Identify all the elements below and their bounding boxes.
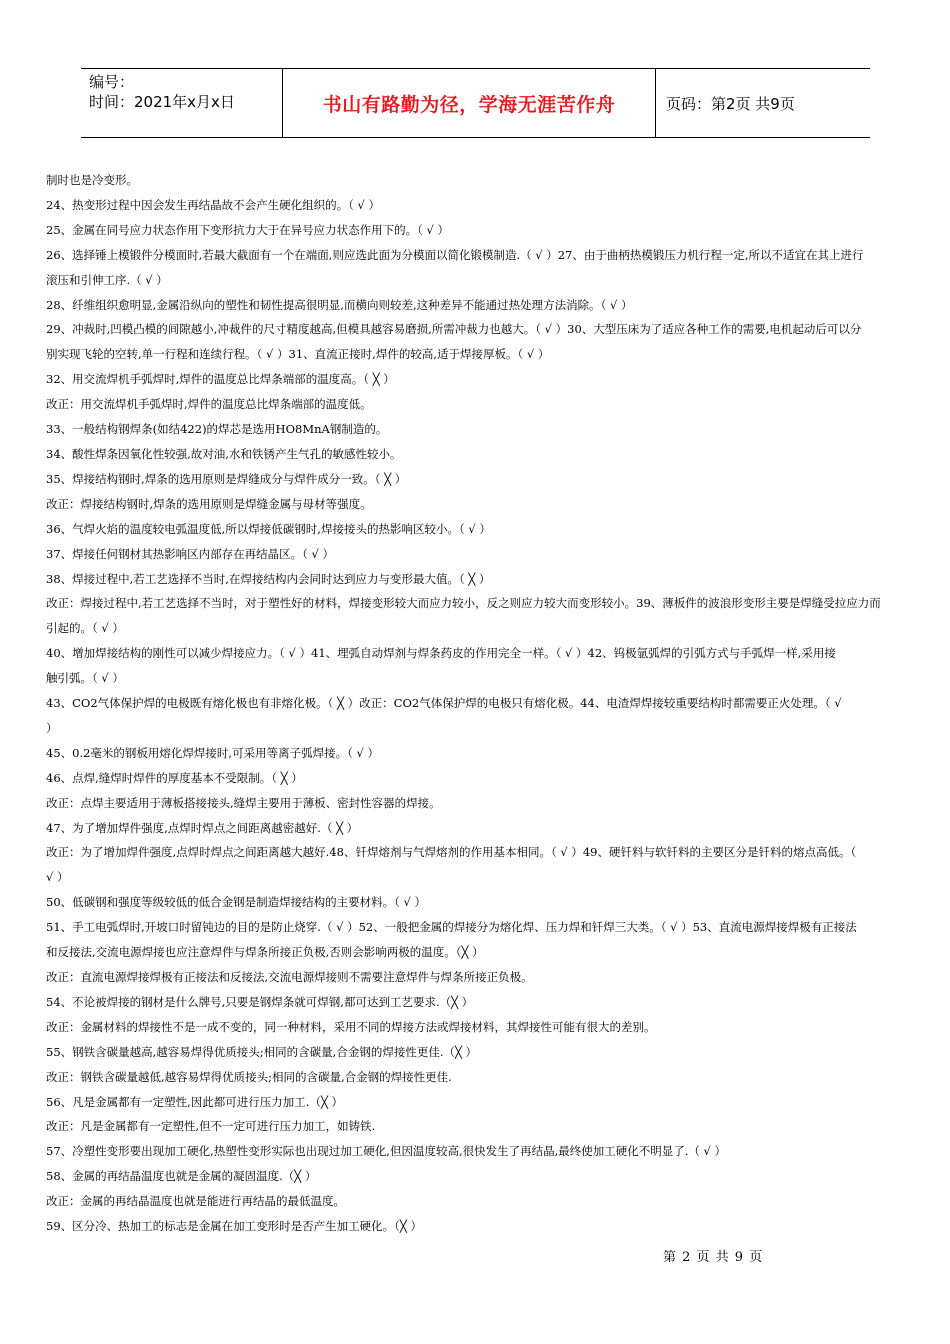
- text-line: 别实现飞轮的空转,单一行程和连续行程。（ √ ）31、直流正接时,焊件的较高,适于焊接厚板。（ √ ）: [46, 347, 550, 362]
- text-line: 引起的。（ √ ）: [46, 621, 124, 636]
- text-line: 47、为了增加焊件强度,点焊时焊点之间距离越密越好.（ ╳ ）: [46, 820, 359, 835]
- text-line: 滚压和引伸工序.（ √ ）: [46, 272, 168, 287]
- header-page-number: 页码：第2页 共9页: [666, 94, 795, 113]
- text-line: 59、区分冷、热加工的标志是金属在加工变形时是否产生加工硬化。（╳ ）: [46, 1219, 422, 1234]
- text-line: 改正：焊接结构钢时,焊条的选用原则是焊缝金属与母材等强度。: [46, 496, 372, 511]
- text-line: 29、冲裁时,凹模凸模的间隙越小,冲裁件的尺寸精度越高,但模具越容易磨损,所需冲裁力也越大。（ √ ）30、大型压床为了适应各种工作的需要,电机起动后可以分: [46, 322, 862, 337]
- text-line: 改正：直流电源焊接焊极有正接法和反接法,交流电源焊接则不需要注意焊件与焊条所接正负极。: [46, 970, 533, 984]
- text-line: 54、不论被焊接的钢材是什么牌号,只要是钢焊条就可焊钢,都可达到工艺要求.（╳ ）: [46, 994, 474, 1009]
- text-line: 26、选择锤上模锻件分模面时,若最大截面有一个在端面,则应选此面为分模面以简化锻模制造.（ √ ）27、由于曲柄热模锻压力机行程一定,所以不适宜在其上进行: [46, 247, 864, 262]
- text-line: 33、一般结构钢焊条(如结422)的焊芯是选用HO8MnA钢制造的。: [46, 422, 388, 437]
- text-line: 制时也是冷变形。: [46, 173, 138, 187]
- document-header: [81, 68, 870, 138]
- text-line: 58、金属的再结晶温度也就是金属的凝固温度.（╳ ）: [46, 1169, 317, 1184]
- text-line: 改正：凡是金属都有一定塑性,但不一定可进行压力加工，如铸铁.: [46, 1119, 376, 1134]
- text-line: 50、低碳钢和强度等级较低的低合金钢是制造焊接结构的主要材料。（ √ ）: [46, 895, 427, 910]
- text-line: 43、CO2气体保护焊的电极既有熔化极也有非熔化极。（ ╳ ）改正：CO2气体保护焊的电极只有熔化极。44、电渣焊焊接较重要结构时都需要正火处理。（ √: [46, 696, 842, 711]
- header-page-cell: [656, 69, 870, 137]
- text-line: 24、热变形过程中因会发生再结晶故不会产生硬化组织的。（ √ ）: [46, 197, 381, 212]
- text-line: 35、焊接结构钢时,焊条的选用原则是焊缝成分与焊件成分一致。（ ╳ ）: [46, 471, 407, 486]
- text-line: 32、用交流焊机手弧焊时,焊件的温度总比焊条端部的温度高。（ ╳ ）: [46, 372, 395, 387]
- text-line: 37、焊接任何钢材其热影响区内部存在再结晶区。（ √ ）: [46, 546, 335, 561]
- text-line: 改正：焊接过程中,若工艺选择不当时，对于塑性好的材料，焊接变形较大而应力较小，反之则应力较大而变形较小。39、薄板件的波浪形变形主要是焊缝受拉应力而: [46, 596, 881, 611]
- text-line: 改正：为了增加焊件强度,点焊时焊点之间距离越大越好.48、钎焊熔剂与气焊熔剂的作用基本相同。（ √ ）49、硬钎料与软钎料的主要区分是钎料的熔点高低。（: [46, 845, 857, 860]
- document-body: [46, 168, 908, 1239]
- header-motto: 书山有路勤为径，学海无涯苦作舟: [322, 93, 616, 116]
- text-line: 改正：用交流焊机手弧焊时,焊件的温度总比焊条端部的温度低。: [46, 397, 372, 412]
- header-time: 时间：2021年x月x日: [89, 93, 235, 111]
- text-line: 55、钢铁含碳量越高,越容易焊得优质接头;相同的含碳量,合金钢的焊接性更佳.（╳ ）: [46, 1044, 478, 1059]
- text-line: 57、冷塑性变形要出现加工硬化,热塑性变形实际也出现过加工硬化,但因温度较高,很快发生了再结晶,最终使加工硬化不明显了.（ √ ）: [46, 1144, 727, 1159]
- text-line: 46、点焊,缝焊时焊件的厚度基本不受限制。（ ╳ ）: [46, 770, 303, 785]
- page-footer: 第 2 页 共 9 页: [663, 1250, 764, 1265]
- text-line: 25、金属在同号应力状态作用下变形抗力大于在异号应力状态作用下的。（ √ ）: [46, 222, 450, 237]
- text-line: 触引弧。（ √ ）: [46, 671, 124, 686]
- text-line: 36、气焊火焰的温度较电弧温度低,所以焊接低碳钢时,焊接接头的热影响区较小。（ √ ）: [46, 521, 491, 536]
- text-line: 56、凡是金属都有一定塑性,因此都可进行压力加工.（╳ ）: [46, 1094, 344, 1109]
- text-line: √ ）: [46, 870, 69, 885]
- text-line: 改正：金属材料的焊接性不是一成不变的，同一种材料，采用不同的焊接方法或焊接材料，其焊接性可能有很大的差别。: [46, 1019, 656, 1034]
- header-info-cell: [81, 69, 283, 137]
- text-line: 38、焊接过程中,若工艺选择不当时,在焊接结构内会同时达到应力与变形最大值。（ ╳ ）: [46, 571, 491, 586]
- text-line: 改正：钢铁含碳量越低,越容易焊得优质接头;相同的含碳量,合金钢的焊接性更佳.: [46, 1069, 452, 1084]
- text-line: 34、酸性焊条因氧化性较强,故对油,水和铁锈产生气孔的敏感性较小。: [46, 446, 402, 461]
- text-line: 51、手工电弧焊时,开坡口时留钝边的目的是防止烧穿.（ √ ）52、一般把金属的焊接分为熔化焊、压力焊和钎焊三大类。（ √ ）53、直流电源焊接焊极有正接法: [46, 920, 857, 935]
- text-line: 和反接法,交流电源焊接也应注意焊件与焊条所接正负极,否则会影响两极的温度。（╳ ）: [46, 945, 484, 960]
- text-line: 40、增加焊接结构的刚性可以减少焊接应力。（ √ ）41、埋弧自动焊剂与焊条药皮的作用完全一样。（ √ ）42、钨极氩弧焊的引弧方式与手弧焊一样,采用接: [46, 646, 836, 661]
- text-line: 45、0.2毫米的钢板用熔化焊焊接时,可采用等离子弧焊接。（ √ ）: [46, 745, 379, 760]
- text-line: 改正：点焊主要适用于薄板搭接接头,缝焊主要用于薄板、密封性容器的焊接。: [46, 795, 441, 810]
- text-line: 28、纤维组织愈明显,金属沿纵向的塑性和韧性提高很明显,而横向则较差,这种差异不能通过热处理方法消除。（ √ ）: [46, 297, 633, 312]
- header-number: 编号：: [89, 73, 135, 91]
- text-line: 改正：金属的再结晶温度也就是能进行再结晶的最低温度。: [46, 1194, 345, 1209]
- text-line: ）: [46, 720, 58, 735]
- header-motto-cell: [283, 69, 656, 137]
